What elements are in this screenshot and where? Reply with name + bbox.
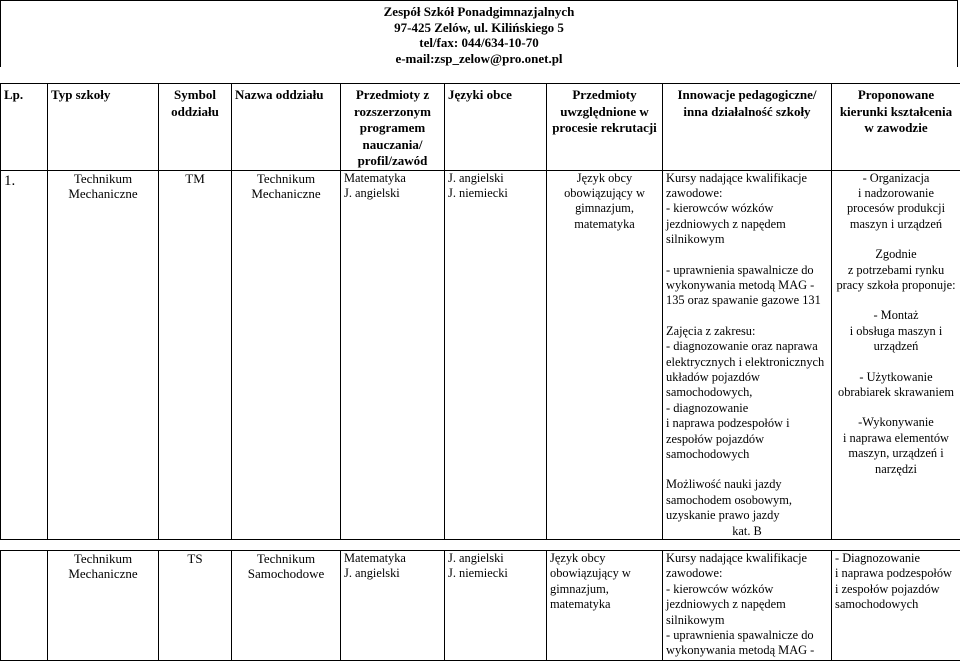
row1-symbol: TM <box>159 170 232 540</box>
col-header-nazwa: Nazwa oddziału <box>232 84 341 171</box>
row2-rozszerzone <box>341 551 445 661</box>
row1-jezyki-1: J. angielski <box>448 171 543 186</box>
school-header <box>0 0 958 67</box>
row1-zajecia-1: Zajęcia z zakresu: <box>666 324 828 339</box>
row2-jezyki-1: J. angielski <box>448 551 543 566</box>
row1-kierunki-9: i naprawa elementów maszyn, urządzeń i narzędzi <box>835 431 957 477</box>
row2-jezyki-2: J. niemiecki <box>448 566 543 581</box>
row2-kierunki-1: - Diagnozowanie <box>835 551 957 566</box>
col-header-kierunki: Proponowane kierunki kształcenia w zawodzie <box>832 84 960 171</box>
row1-rozszerzone <box>341 170 445 540</box>
offer-table <box>0 83 960 661</box>
row-separator <box>1 540 960 551</box>
row1-zajecia-2: - diagnozowanie oraz naprawa elektrycznych i elektronicznych układów pojazdów samochodowych, <box>666 339 828 401</box>
row1-innowacje <box>663 170 832 540</box>
row1-zajecia-4: i naprawa podzespołów i zespołów pojazdów samochodowych <box>666 416 828 462</box>
row2-kierunki <box>832 551 960 661</box>
row1-spawanie: - uprawnienia spawalnicze do wykonywania metodą MAG - 135 oraz spawanie gazowe 131 <box>666 263 828 309</box>
row1-kierunki-1: - Organizacja <box>835 171 957 186</box>
table-header-row <box>1 84 960 171</box>
row1-kierunki-8: -Wykonywanie <box>835 415 957 430</box>
school-name: Zespół Szkół Ponadgimnazjalnych <box>1 4 957 20</box>
school-phone: tel/fax: 044/634-10-70 <box>1 35 957 51</box>
col-header-typ: Typ szkoły <box>48 84 159 171</box>
row2-kursy-2: - kierowców wózków jezdniowych z napędem silnikowym <box>666 582 828 628</box>
table-row <box>1 170 960 540</box>
col-header-jezyki: Języki obce <box>445 84 547 171</box>
row1-kierunki-3: Zgodnie <box>835 247 957 262</box>
row2-kursy-1: Kursy nadające kwalifikacje zawodowe: <box>666 551 828 582</box>
row2-rekrutacja: Język obcy obowiązujący w gimnazjum, matematyka <box>547 551 663 661</box>
row1-kierunki-5: - Montaż <box>835 308 957 323</box>
row1-kierunki-6: i obsługa maszyn i urządzeń <box>835 324 957 355</box>
row1-kursy-1: Kursy nadające kwalifikacje zawodowe: <box>666 171 828 202</box>
row1-kierunki-2: i nadzorowanie procesów produkcji maszyn i urządzeń <box>835 186 957 232</box>
row2-nazwa: Technikum Samochodowe <box>232 551 341 661</box>
col-header-rozszerzone: Przedmioty z rozszerzonym programem nauczania/ profil/zawód <box>341 84 445 171</box>
row1-jezyki-2: J. niemiecki <box>448 186 543 201</box>
table-row <box>1 551 960 661</box>
row1-typ: Technikum Mechaniczne <box>48 170 159 540</box>
row1-lp: 1. <box>1 170 48 540</box>
row2-symbol: TS <box>159 551 232 661</box>
row1-kierunki <box>832 170 960 540</box>
row2-innowacje <box>663 551 832 661</box>
row2-kierunki-2: i naprawa podzespołów i zespołów pojazdów samochodowych <box>835 566 957 612</box>
school-address: 97-425 Zelów, ul. Kilińskiego 5 <box>1 20 957 36</box>
row1-zajecia-3: - diagnozowanie <box>666 401 828 416</box>
row1-kierunki-7: - Użytkowanie obrabiarek skrawaniem <box>835 370 957 401</box>
row1-kursy-2: - kierowców wózków jezdniowych z napędem silnikowym <box>666 201 828 247</box>
col-header-innowacje: Innowacje pedagogiczne/ inna działalność szkoły <box>663 84 832 171</box>
school-email: e-mail:zsp_zelow@pro.onet.pl <box>1 51 957 67</box>
row1-jezyki <box>445 170 547 540</box>
row1-rozszerzone-1: Matematyka <box>344 171 441 186</box>
row2-jezyki <box>445 551 547 661</box>
row2-spawanie: - uprawnienia spawalnicze do wykonywania metodą MAG - <box>666 628 828 659</box>
row1-nazwa: Technikum Mechaniczne <box>232 170 341 540</box>
row2-typ: Technikum Mechaniczne <box>48 551 159 661</box>
row2-rozszerzone-1: Matematyka <box>344 551 441 566</box>
col-header-lp: Lp. <box>1 84 48 171</box>
row1-rekrutacja: Język obcy obowiązujący w gimnazjum, matematyka <box>547 170 663 540</box>
row1-kierunki-4: z potrzebami rynku pracy szkoła proponuje: <box>835 263 957 294</box>
row1-jazda: Możliwość nauki jazdy samochodem osobowym, uzyskanie prawo jazdy <box>666 477 828 523</box>
row1-rozszerzone-2: J. angielski <box>344 186 441 201</box>
row2-rozszerzone-2: J. angielski <box>344 566 441 581</box>
row1-kat: kat. B <box>666 524 828 539</box>
col-header-symbol: Symbol oddziału <box>159 84 232 171</box>
col-header-rekrutacja: Przedmioty uwzględnione w procesie rekrutacji <box>547 84 663 171</box>
